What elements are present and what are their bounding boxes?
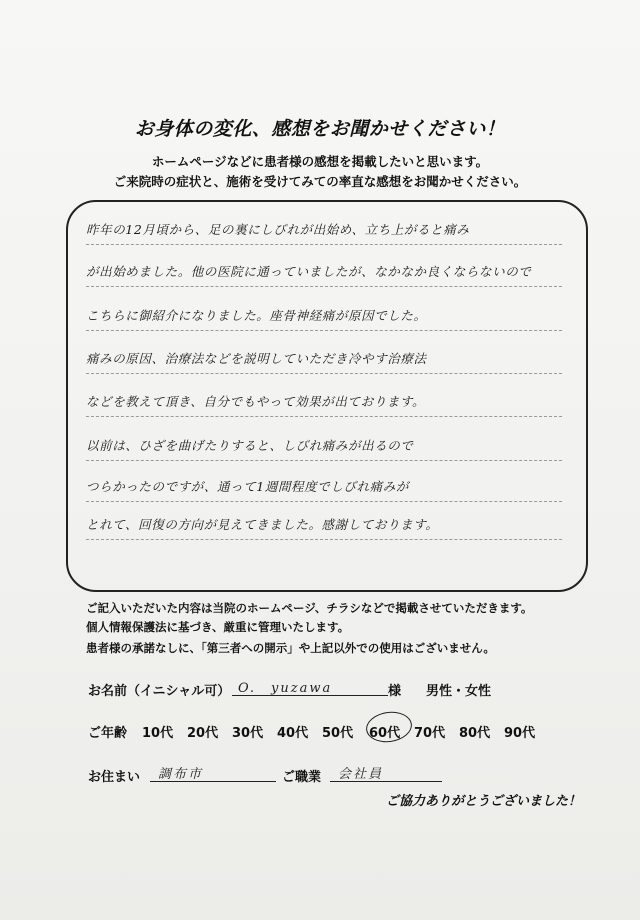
age-option-70[interactable]: 70代 (414, 726, 446, 741)
handwritten-line-4: 痛みの原因、治療法などを説明していただき冷やす治療法 (86, 349, 562, 374)
age-option-80[interactable]: 80代 (459, 726, 491, 741)
gender-options[interactable]: 男性・女性 (426, 684, 492, 699)
subtitle-line-2: ご来院時の症状と、施術を受けてみての率直な感想をお聞かせください。 (113, 174, 527, 189)
handwritten-line-5: などを教えて頂き、自分でもやって効果が出ております。 (86, 392, 562, 417)
age-option-50[interactable]: 50代 (322, 726, 354, 741)
age-option-20[interactable]: 20代 (187, 726, 219, 741)
notice-line-2: 個人情報保護法に基づき、厳重に管理いたします。 (86, 620, 350, 634)
age-option-40[interactable]: 40代 (277, 726, 309, 741)
occupation-field[interactable]: 会社員 (330, 763, 442, 782)
name-label: お名前（イニシャル可） (88, 684, 231, 699)
age-option-10[interactable]: 10代 (142, 726, 174, 741)
age-option-30[interactable]: 30代 (232, 726, 264, 741)
handwritten-line-2: が出始めました。他の医院に通っていましたが、なかなか良くならないので (86, 262, 562, 287)
residence-label: お住まい (88, 770, 141, 785)
page-title: お身体の変化、感想をお聞かせください！ (134, 118, 506, 140)
notice-line-3: 患者様の承諾なしに、「第三者への開示」や上記以外での使用はございません。 (86, 641, 495, 655)
thanks-message: ご協力ありがとうございました！ (386, 794, 582, 809)
notice-line-1: ご記入いただいた内容は当院のホームページ、チラシなどで掲載させていただきます。 (86, 601, 533, 615)
handwritten-line-6: 以前は、ひざを曲げたりすると、しびれ痛みが出るので (86, 436, 562, 461)
handwritten-line-7: つらかったのですが、通って1週間程度でしびれ痛みが (86, 477, 562, 502)
age-label: ご年齢 (88, 726, 128, 741)
age-option-60[interactable]: 60代 (369, 726, 401, 741)
honorific-label: 様 (388, 684, 402, 699)
name-field[interactable]: O. yuzawa (232, 677, 388, 696)
age-option-90[interactable]: 90代 (504, 726, 536, 741)
handwritten-line-1: 昨年の12月頃から、足の裏にしびれが出始め、立ち上がると痛み (86, 220, 562, 245)
handwritten-line-8: とれて、回復の方向が見えてきました。感謝しております。 (86, 515, 562, 540)
residence-field[interactable]: 調布市 (150, 763, 276, 782)
handwritten-line-3: こちらに御紹介になりました。座骨神経痛が原因でした。 (86, 306, 562, 331)
occupation-label: ご職業 (282, 770, 322, 785)
subtitle-line-1: ホームページなどに患者様の感想を掲載したいと思います。 (151, 154, 489, 169)
